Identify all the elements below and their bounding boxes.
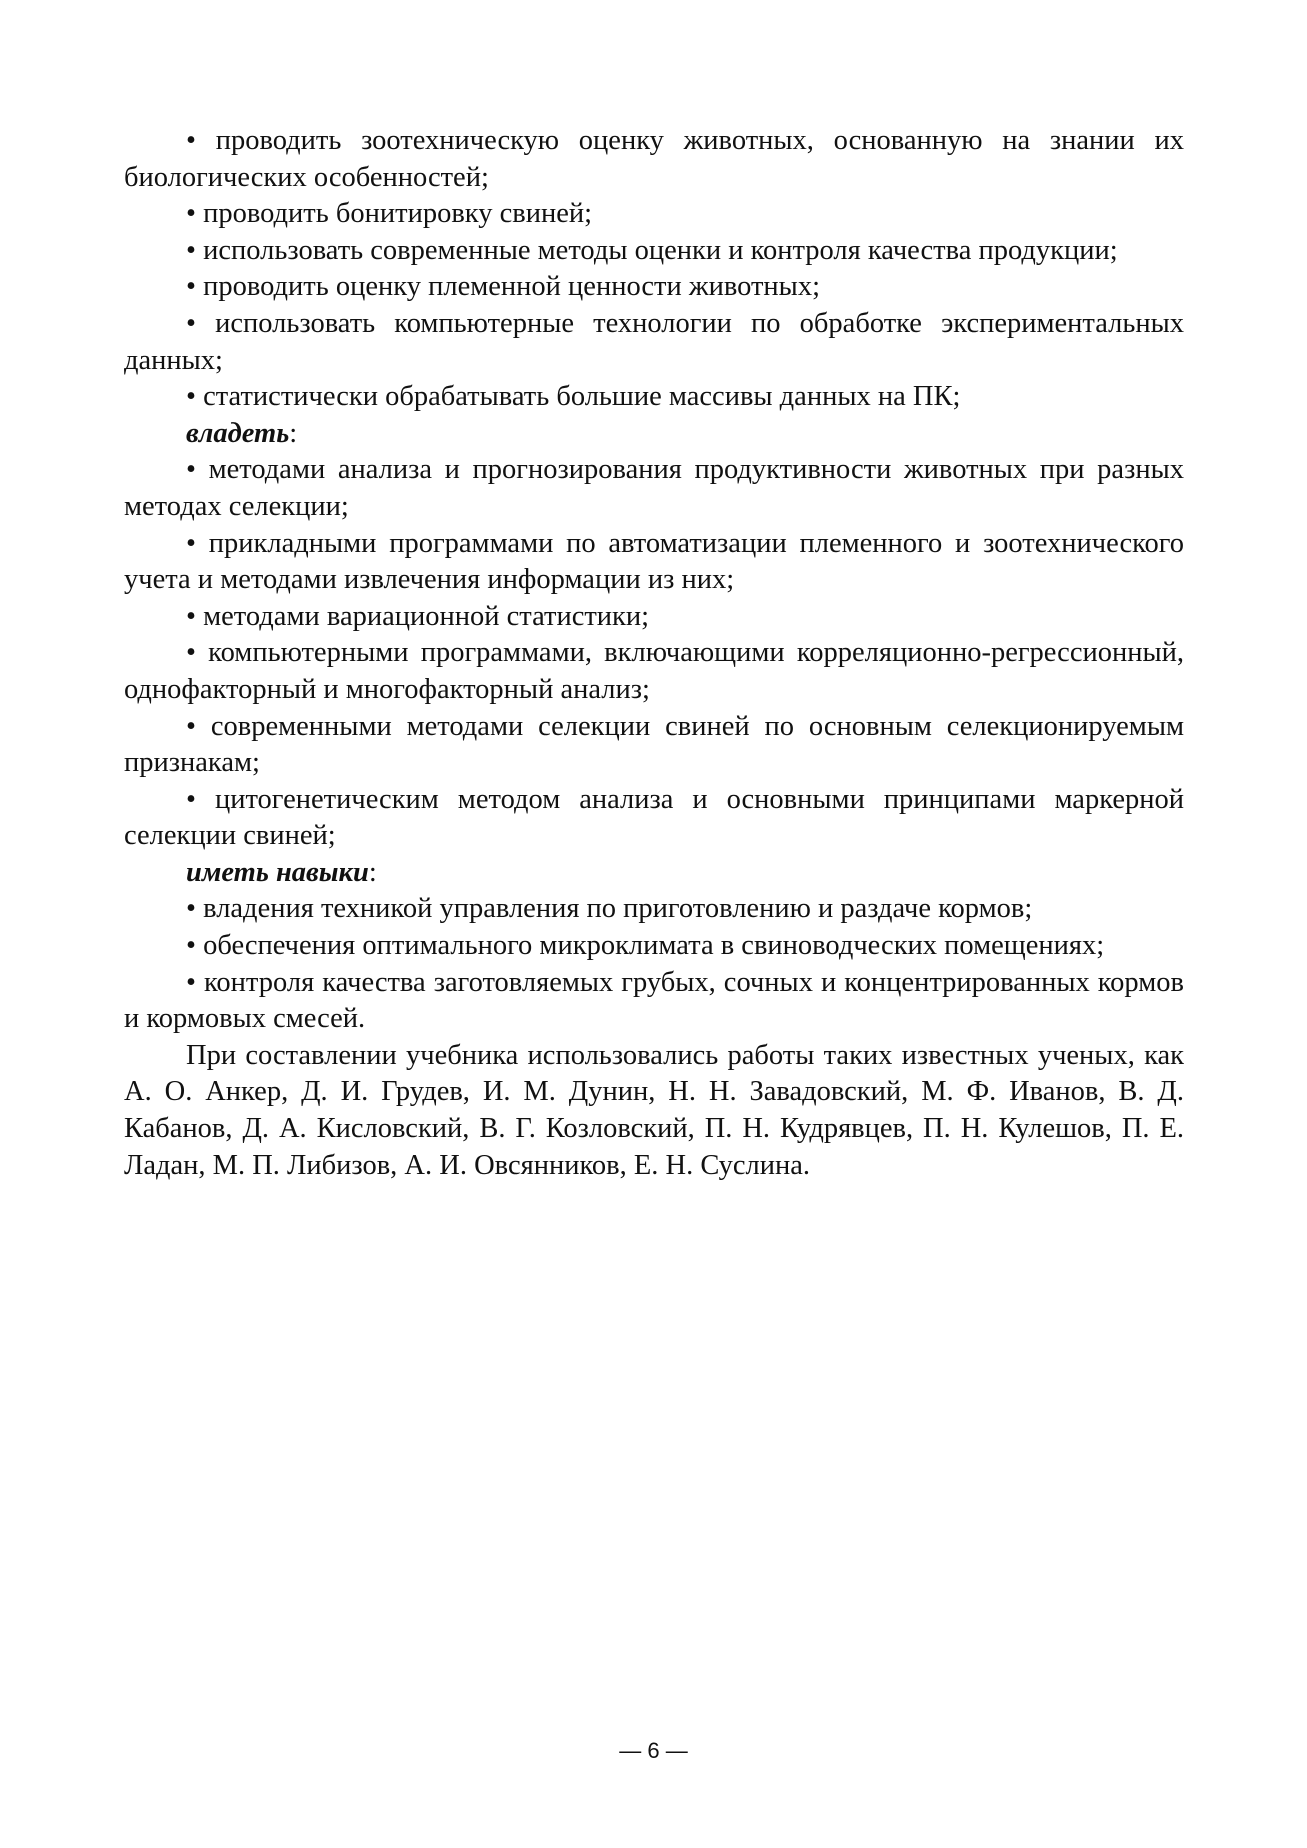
list-item: • проводить оценку племенной ценности животных; xyxy=(124,269,1184,306)
list-item: • современными методами селекции свиней по основным селекционируемым признакам; xyxy=(124,709,1184,782)
heading-colon: : xyxy=(289,417,298,449)
list-item: • использовать современные методы оценки и контроля качества продукции; xyxy=(124,233,1184,270)
list-item: • использовать компьютерные технологии по обработке экспериментальных данных; xyxy=(124,306,1184,379)
list-item: • обеспечения оптимального микроклимата в свиноводческих помещениях; xyxy=(124,928,1184,965)
section-heading-vladet xyxy=(124,416,1184,453)
page-body xyxy=(124,123,1184,1184)
list-item: • методами анализа и прогнозирования продуктивности животных при разных методах селекции; xyxy=(124,452,1184,525)
heading-text: иметь навыки xyxy=(186,856,369,888)
heading-text: владеть xyxy=(186,417,290,449)
section-heading-navyki xyxy=(124,855,1184,892)
heading-colon: : xyxy=(368,856,377,888)
closing-paragraph: При составлении учебника использовались работы таких известных ученых, как А. О. Анкер, Д. И. Грудев, И. М. Дунин, Н. Н. Завадовский, М. Ф. Иванов, В. Д. Кабанов, Д. А. Кисловский, В. Г. Козловский, П. Н. Кудрявцев, П. Н. Кулешов, П. Е. Ладан, М. П. Либизов, А. И. Овсянников, Е. Н. Суслина. xyxy=(124,1039,1184,1181)
list-item: • контроля качества заготовляемых грубых, сочных и концентрированных кормов и кормовых смесей. xyxy=(124,965,1184,1038)
list-item: • проводить зоотехническую оценку животных, основанную на знании их биологических особенностей; xyxy=(124,123,1184,196)
list-item: • проводить бонитировку свиней; xyxy=(124,196,1184,233)
list-item: • компьютерными программами, включающими корреляционно-регрессионный, однофакторный и многофакторный анализ; xyxy=(124,635,1184,708)
list-item: • цитогенетическим методом анализа и основными принципами маркерной селекции свиней; xyxy=(124,782,1184,855)
list-item: • владения техникой управления по приготовлению и раздаче кормов; xyxy=(124,891,1184,928)
list-item: • методами вариационной статистики; xyxy=(124,599,1184,636)
list-item: • статистически обрабатывать большие массивы данных на ПК; xyxy=(124,379,1184,416)
list-item: • прикладными программами по автоматизации племенного и зоотехнического учета и методами извлечения информации из них; xyxy=(124,526,1184,599)
page-number: — 6 — xyxy=(619,1738,688,1763)
